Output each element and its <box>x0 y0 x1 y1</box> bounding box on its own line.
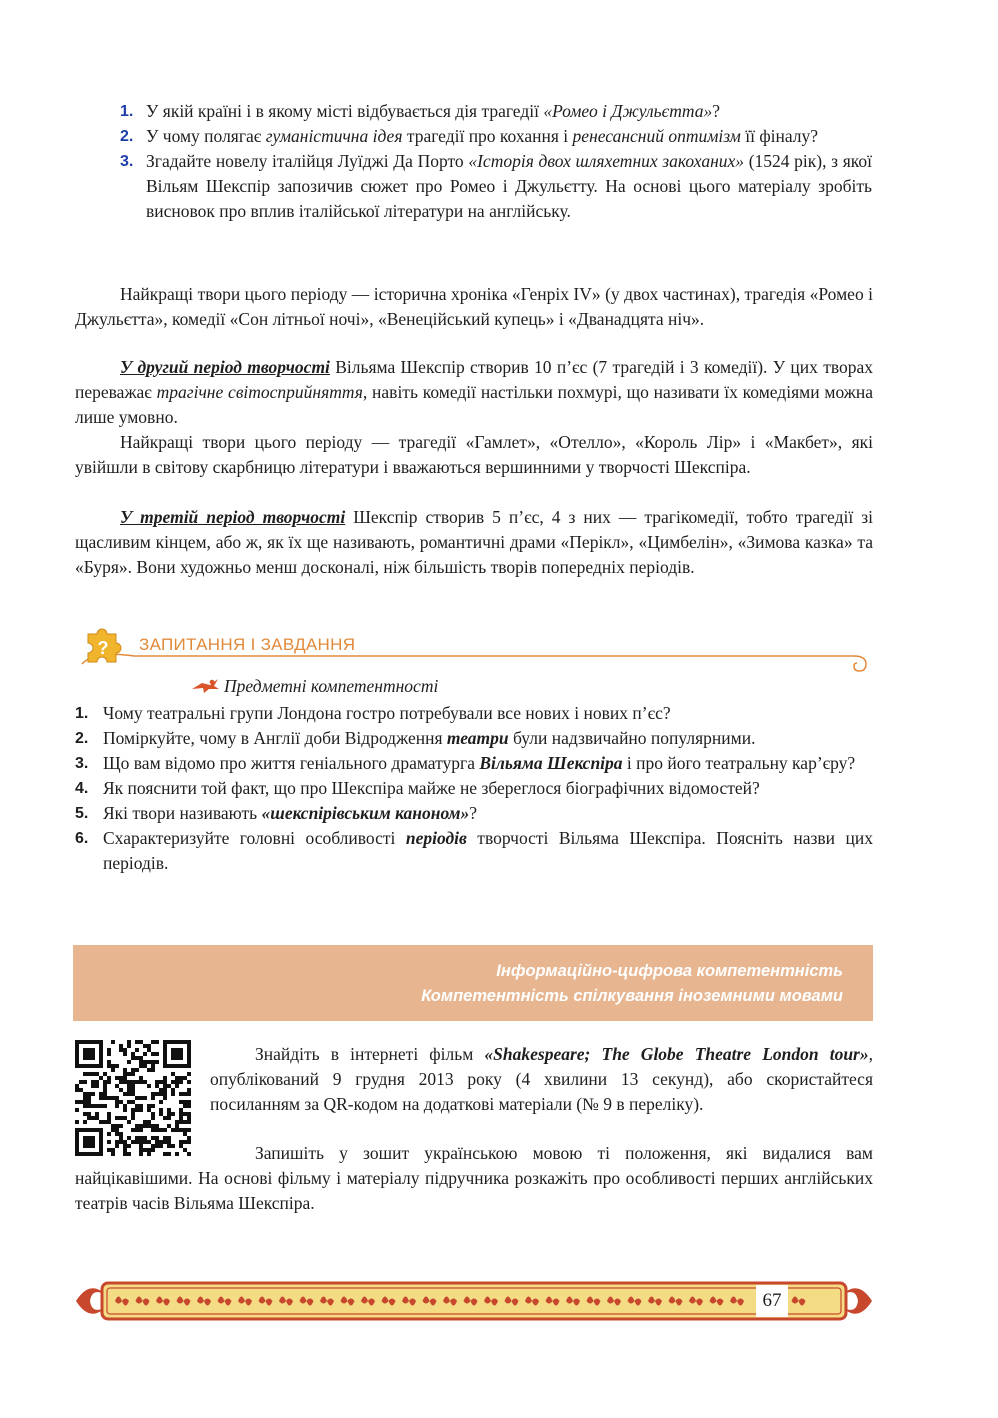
task-item-text <box>103 753 855 773</box>
text-run: трагедії про кохання і <box>402 126 573 146</box>
task-item-text <box>103 703 671 723</box>
section-title: ЗАПИТАННЯ І ЗАВДАННЯ <box>139 635 356 654</box>
text-run: Які твори називають <box>103 803 262 823</box>
task-item <box>75 776 873 801</box>
svg-text:?: ? <box>97 638 109 658</box>
review-question <box>120 149 872 224</box>
body-paragraph <box>75 430 873 480</box>
review-question <box>120 99 872 124</box>
text-run: Знайдіть в інтернеті фільм <box>255 1044 485 1064</box>
emphasis-run: Вільяма Шекспіра <box>479 753 623 773</box>
emphasis-run: «Ромео і Джульєтта» <box>543 101 713 121</box>
emphasis-run: періодів <box>405 828 467 848</box>
emphasis-run: «шекспірівським каноном» <box>261 803 470 823</box>
review-questions-list <box>120 99 872 224</box>
emphasis-run: трагічне світосприйняття <box>156 382 363 402</box>
emphasis-run: ренесансний оптимізм <box>572 126 741 146</box>
task-number: 1. <box>75 705 89 722</box>
question-text <box>146 126 818 146</box>
competence-banner <box>73 945 873 1021</box>
emphasis-run: У третій період творчості <box>120 507 346 527</box>
text-run: Схарактеризуйте головні особливості <box>103 828 406 848</box>
task-item <box>75 751 873 776</box>
task-number: 2. <box>75 730 89 747</box>
banner-line-2: Компетентність спілкування іноземними мовами <box>421 987 843 1005</box>
text-run: були надзвичайно популярними. <box>508 728 756 748</box>
task-item-text <box>103 803 477 823</box>
text-run: Найкращі твори цього періоду — історична хроніка «Генріх IV» (у двох частинах), трагедія «Ромео і Джульєтта», комедії «Сон літньої ночі», «Венеційський купець» і «Дванадцята ніч». <box>75 284 873 329</box>
text-run: Шекспір створив 5 п’єс, 4 з них — трагікомедії, тобто трагедії зі щасливим кінцем, або ж, як їх ще називають, романтичні драми «Перікл», «Цимбелін», «Зимова казка» та «Буря». Вони художньо менш досконалі, ніж більшість творів попередніх періодів. <box>75 507 873 577</box>
text-run: Запишіть у зошит українською мовою ті положення, які видалися вам найцікавішими. На основі фільму і матеріалу підручника розкажіть про особливості перших англійських театрів часів Вільяма Шекспіра. <box>75 1143 873 1213</box>
banner-line-1: Інформаційно-цифрова компетентність <box>496 962 843 980</box>
text-run: Чому театральні групи Лондона гостро потребували все нових і нових п’єс? <box>103 703 671 723</box>
question-number: 2. <box>120 128 134 145</box>
task-item-text <box>103 828 873 873</box>
text-run: Як пояснити той факт, що про Шекспіра майже не збереглося біографічних відомостей? <box>103 778 760 798</box>
text-run: Найкращі твори цього періоду — трагедії «Гамлет», «Отелло», «Король Лір» і «Макбет», які увійшли в світову скарбницю літератури і вважаються вершинними у творчості Шекспіра. <box>75 432 873 477</box>
subheading <box>190 674 438 699</box>
text-run: Вільяма Шекспір створив 10 п’єс (7 трагедій і 3 комедії). У цих творах переважає <box>75 357 873 402</box>
qr-code[interactable] <box>75 1040 191 1156</box>
question-number: 1. <box>120 103 134 120</box>
task-number: 6. <box>75 830 89 847</box>
text-run: творчості Вільяма Шекспіра. Поясніть назви цих періодів. <box>103 828 873 873</box>
puzzle-question-icon <box>82 624 126 668</box>
task-item <box>75 701 873 726</box>
text-run: , опублікований 9 грудня 2013 року (4 хвилини 13 секунд), або скористайтеся посиланням за QR-кодом на додаткові матеріали (№ 9 в переліку). <box>210 1044 873 1114</box>
text-run: і про його театральну кар’єру? <box>622 753 856 773</box>
question-number: 3. <box>120 153 134 170</box>
task-number: 3. <box>75 755 89 772</box>
text-run: У якій країні і в якому місті відбувається дія трагедії <box>146 101 544 121</box>
text-run: (1524 рік), з якої Вільям Шекспір запозичив сюжет про Ромео і Джульєтту. На основі цього матеріалу зробіть висновок про вплив італійської літератури на англійську. <box>146 151 872 221</box>
text-run: Що вам відомо про життя геніального драматурга <box>103 753 480 773</box>
text-run: ? <box>712 101 721 121</box>
emphasis-run: У другий період творчості <box>120 357 330 377</box>
review-question <box>120 124 872 149</box>
text-run: ? <box>469 803 478 823</box>
tasks-list <box>75 701 873 876</box>
task-item <box>75 801 873 826</box>
emphasis-run: «Історія двох шляхетних закоханих» <box>468 151 745 171</box>
subheading-text: Предметні компетентності <box>224 676 439 696</box>
ornament-border <box>74 1275 874 1327</box>
section-header <box>74 620 874 676</box>
text-run: , навіть комедії настільки похмурі, що називати їх комедіями можна лише умовно. <box>75 382 873 427</box>
body-paragraph <box>75 355 873 430</box>
question-text <box>146 151 872 221</box>
body-paragraph <box>75 282 873 332</box>
task-item <box>75 726 873 751</box>
text-run: її фіналу? <box>740 126 819 146</box>
task-paragraph <box>75 1141 873 1216</box>
text-run: Згадайте новелу італійця Луїджі Да Порто <box>146 151 469 171</box>
task-item-text <box>103 728 755 748</box>
task-item <box>75 826 873 876</box>
task-item-text <box>103 778 760 798</box>
dancer-icon <box>190 677 220 695</box>
text-run: Поміркуйте, чому в Англії доби Відродження <box>103 728 447 748</box>
emphasis-run: гуманістична ідея <box>265 126 403 146</box>
page-number: 67 <box>756 1285 788 1317</box>
task-number: 4. <box>75 780 89 797</box>
text-run: У чому полягає <box>146 126 266 146</box>
emphasis-run: театри <box>446 728 509 748</box>
question-text <box>146 101 720 121</box>
task-paragraph <box>210 1042 873 1117</box>
emphasis-run: «Shakespeare; The Globe Theatre London tour» <box>484 1044 869 1064</box>
task-number: 5. <box>75 805 89 822</box>
body-paragraph <box>75 505 873 580</box>
